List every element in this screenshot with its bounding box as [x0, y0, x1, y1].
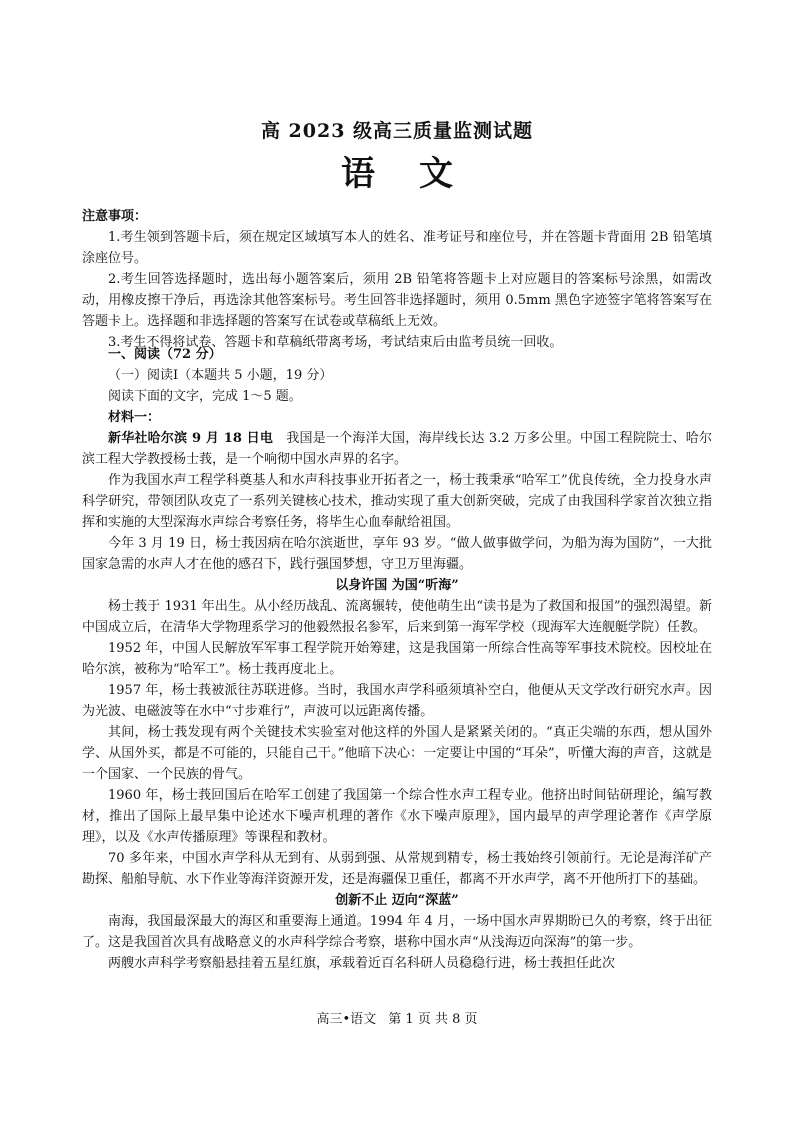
subject-title — [0, 146, 794, 195]
sub-section-heading: （一）阅读Ⅰ（本题共 5 小题，19 分） — [108, 368, 333, 383]
notice-heading: 注意事项： — [82, 209, 148, 224]
material-label: 材料一： — [108, 410, 161, 425]
notice-item: 1.考生领到答题卡后，须在规定区域填写本人的姓名、准考证号和座位号，并在答题卡背面用 2B 铅笔填涂座位号。 — [82, 230, 712, 266]
page-footer — [0, 1008, 794, 1027]
article-paragraph: 杨士莪于 1931 年出生。从小经历战乱、流离辗转，使他萌生出“读书是为了救国和报国”的强烈渴望。新中国成立后，在清华大学物理系学习的他毅然报名参军，后来到第一海军学校（现海军大连舰艇学院）任教。 — [82, 599, 712, 635]
footer-course: 高三•语文 — [316, 1012, 377, 1027]
footer-page-number: 第 1 页 共 8 页 — [388, 1012, 478, 1027]
exam-title: 高 2023 级高三质量监测试题 — [260, 120, 534, 142]
article-subheading: 以身许国 为国“听海” — [335, 578, 459, 593]
article-paragraph — [82, 428, 712, 470]
paragraph-text: 我国是一个海洋大国，海岸线长达 3.2 万多公里。中国工程院院士、哈尔滨工程大学教授杨士莪，是一个响彻中国水声界的名字。 — [82, 431, 712, 467]
notice-item: 2.考生回答选择题时，选出每小题答案后，须用 2B 铅笔将答题卡上对应题目的答案标号涂黑，如需改动，用橡皮擦干净后，再选涂其他答案标号。考生回答非选择题时，须用 0.5mm 黑色字迹签字笔将答案写在答题卡上。选择题和非选择题的答案写在试卷或草稿纸上无效。 — [82, 272, 712, 329]
notice-section — [82, 206, 712, 353]
notice-item: 3.考生不得将试卷、答题卡和草稿纸带离考场，考试结束后由监考员统一回收。 — [108, 335, 563, 350]
article-paragraph: 1957 年，杨士莪被派往苏联进修。当时，我国水声学科亟须填补空白，他便从天文学改行研究水声。因为光波、电磁波等在水中“寸步难行”，声波可以远距离传播。 — [82, 683, 712, 719]
article-paragraph: 作为我国水声工程学科奠基人和水声科技事业开拓者之一，杨士莪秉承“哈军工”优良传统，全力投身水声科学研究，带领团队攻克了一系列关键核心技术，推动实现了重大创新突破，完成了由我国科学家首次独立指挥和实施的大型深海水声综合考察任务，将毕生心血奉献给祖国。 — [82, 473, 712, 530]
dateline: 新华社哈尔滨 9 月 18 日电 — [108, 431, 274, 446]
article-paragraph: 1960 年，杨士莪回国后在哈军工创建了我国第一个综合性水声工程专业。他挤出时间钻研理论，编写教材，推出了国际上最早集中论述水下噪声机理的著作《水下噪声原理》，国内最早的声学理论著作《声学原理》，以及《水声传播原理》等课程和教材。 — [82, 788, 712, 845]
article-paragraph: 1952 年，中国人民解放军军事工程学院开始筹建，这是我国第一所综合性高等军事技术院校。因校址在哈尔滨，被称为“哈军工”。杨士莪再度北上。 — [82, 641, 712, 677]
article-paragraph: 70 多年来，中国水声学科从无到有、从弱到强、从常规到精专，杨士莪始终引领前行。无论是海洋矿产勘探、船舶导航、水下作业等海洋资源开发，还是海疆保卫重任，都离不开水声学，离不开他所打下的基础。 — [82, 851, 712, 887]
reading-section — [82, 344, 712, 974]
article-paragraph: 今年 3 月 19 日，杨士莪因病在哈尔滨逝世，享年 93 岁。“做人做事做学问，为船为海为国防”，一大批国家急需的水声人才在他的感召下，践行强国梦想，守卫万里海疆。 — [82, 536, 712, 572]
instruction: 阅读下面的文字，完成 1～5 题。 — [108, 389, 302, 404]
article-paragraph: 南海，我国最深最大的海区和重要海上通道。1994 年 4 月，一场中国水声界期盼已久的考察，终于出征了。这是我国首次具有战略意义的水声科学综合考察，堪称中国水声“从浅海迈向深海”的第一步。 — [82, 914, 712, 950]
section-heading: 一、阅读（72 分） — [108, 347, 222, 362]
subject-char-1: 语 — [341, 154, 375, 194]
article-paragraph: 两艘水声科学考察船悬挂着五星红旗，承载着近百名科研人员稳稳行进，杨士莪担任此次 — [108, 956, 616, 971]
subject-char-2: 文 — [419, 154, 453, 194]
article-paragraph: 其间，杨士莪发现有两个关键技术实验室对他这样的外国人是紧紧关闭的。“真正尖端的东西，想从国外学、从国外买，都是不可能的，只能自己干。”他暗下决心：一定要让中国的“耳朵”，听懂大海的声音，这就是一个国家、一个民族的骨气。 — [82, 725, 712, 782]
article-subheading: 创新不止 迈向“深蓝” — [335, 893, 459, 908]
